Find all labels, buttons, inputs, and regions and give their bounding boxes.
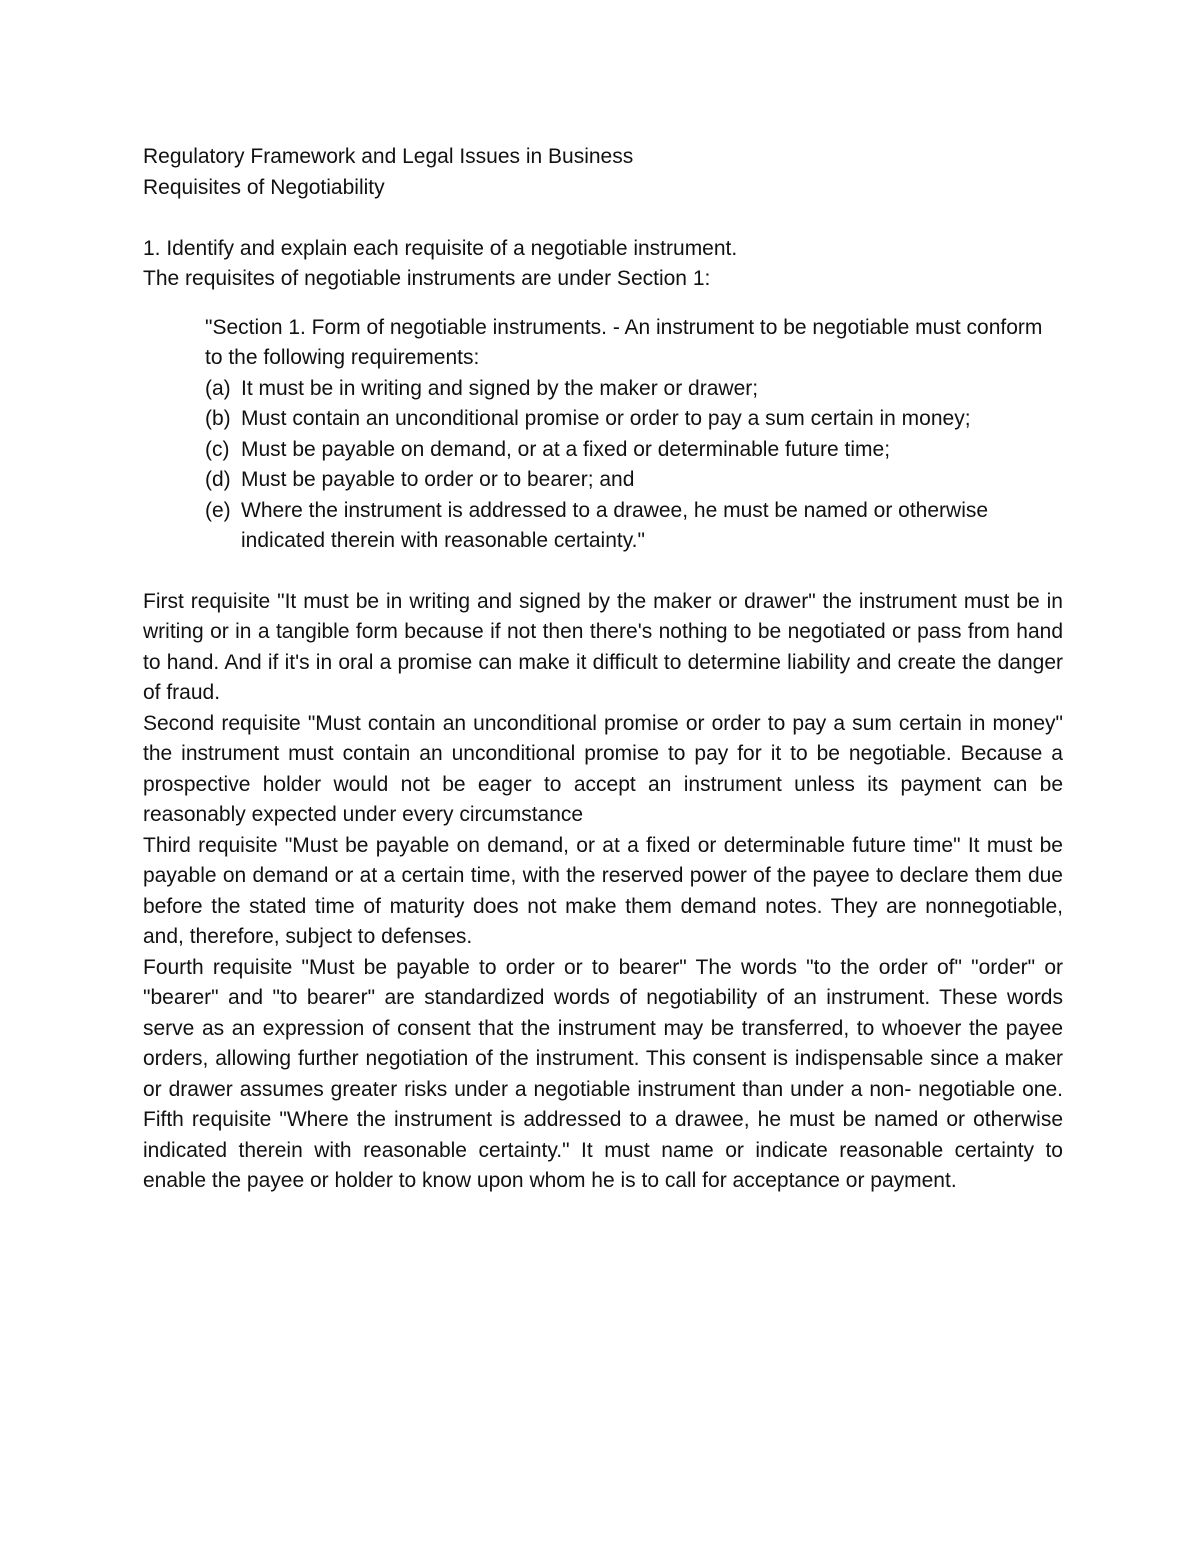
section-quote [205,313,1063,557]
explanation-paragraph-fourth-fifth: Fourth requisite "Must be payable to order or to bearer" The words "to the order of" "order" or "bearer" and "to bearer" are standardized words of negotiability of an instrument. These words serve as an expression of consent that the instrument may be transferred, to whoever the payee orders, allowing further negotiation of the instrument. This consent is indispensable since a maker or drawer assumes greater risks under a negotiable instrument than under a non- negotiable one. Fifth requisite "Where the instrument is addressed to a drawee, he must be named or otherwise indicated therein with reasonable certainty." It must name or indicate reasonable certainty to enable the payee or holder to know upon whom he is to call for acceptance or payment. [143,955,1063,1192]
requirement-label: (b) [205,407,231,430]
requirement-label: (e) [205,498,231,522]
intro-line: The requisites of negotiable instruments are under Section 1: [143,267,711,290]
requirements-list [205,374,1063,557]
question-line: 1. Identify and explain each requisite of a negotiable instrument. [143,236,738,260]
requirement-item [205,496,1063,557]
requirement-item [205,404,1063,435]
requirement-text: It must be in writing and signed by the maker or drawer; [241,376,759,400]
explanation-paragraph-second: Second requisite "Must contain an unconditional promise or order to pay a sum certain in money" the instrument must contain an unconditional promise to pay for it to be negotiable. Because a prospective holder would not be eager to accept an instrument unless its payment can be reasonably expected under every circumstance [143,711,1063,826]
requirement-item [205,435,1063,466]
requirement-text: Must be payable to order or to bearer; and [241,468,635,491]
requirement-label: (c) [205,437,230,461]
requirement-item [205,374,1063,405]
course-title: Regulatory Framework and Legal Issues in Business [143,145,634,168]
section-quote-heading: "Section 1. Form of negotiable instruments. - An instrument to be negotiable must conform to the following requirements: [205,315,1043,369]
requirement-label: (a) [205,376,231,400]
explanation-paragraph-first: First requisite "It must be in writing and signed by the maker or drawer" the instrument must be in writing or in a tangible form because if not then there's nothing to be negotiated or pass from hand to hand. And if it's in oral a promise can make it difficult to determine liability and create the danger of fraud. [143,589,1063,704]
requirement-label: (d) [205,468,231,491]
requirement-item [205,465,1063,496]
requirement-text: Where the instrument is addressed to a drawee, he must be named or otherwise indicated therein with reasonable certainty." [241,498,989,552]
explanation-paragraph-third: Third requisite "Must be payable on demand, or at a fixed or determinable future time" It must be payable on demand or at a certain time, with the reserved power of the payee to declare them due before the stated time of maturity does not make them demand notes. They are nonnegotiable, and, therefore, subject to defenses. [143,833,1063,948]
requirement-text: Must contain an unconditional promise or order to pay a sum certain in money; [241,407,971,430]
explanations [143,587,1063,1197]
document-body [143,142,1063,1197]
topic-title: Requisites of Negotiability [143,175,385,199]
spacer [143,203,1063,234]
requirement-text: Must be payable on demand, or at a fixed or determinable future time; [241,437,891,461]
